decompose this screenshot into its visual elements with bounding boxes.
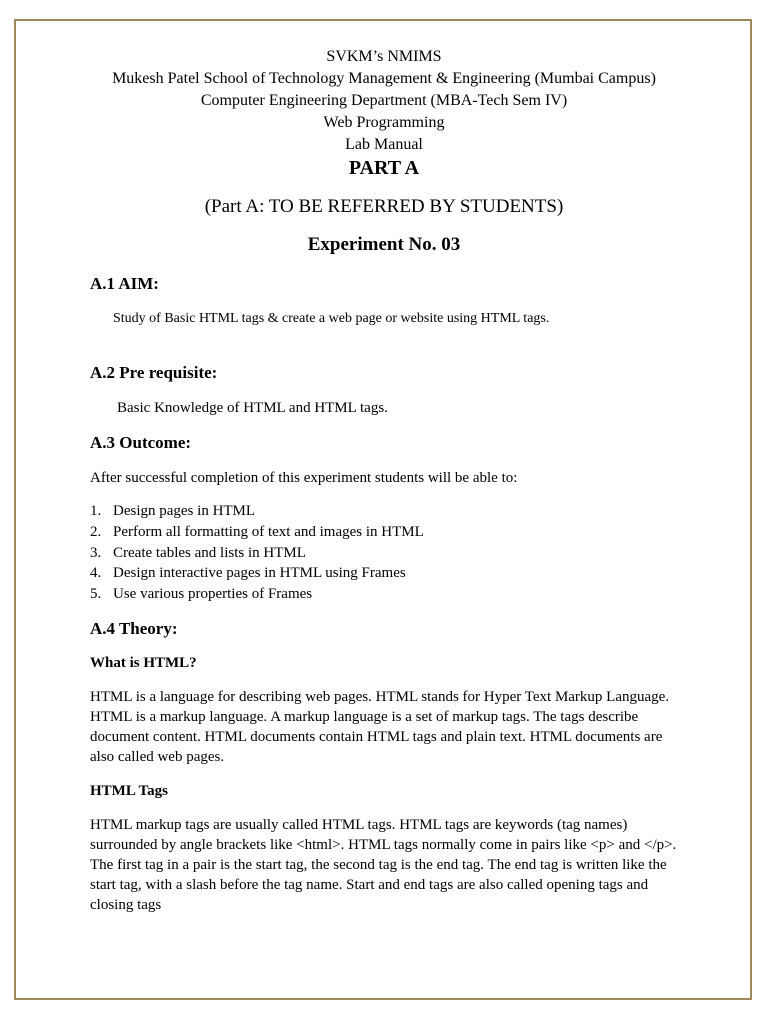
- what-is-html-paragraph: HTML is a language for describing web pages. HTML stands for Hyper Text Markup Language. HTML is a markup language. A markup language is a set of markup tags. The tags describe document content. HTML documents contain HTML tags and plain text. HTML documents are also called web pages.: [90, 689, 670, 765]
- outcome-list: [90, 501, 424, 605]
- part-subtitle: (Part A: TO BE REFERRED BY STUDENTS): [204, 196, 564, 217]
- list-item: 2. Perform all formatting of text and images in HTML: [90, 523, 424, 540]
- outcome-intro: After successful completion of this experiment students will be able to:: [90, 470, 518, 486]
- theory-heading: A.4 Theory:: [90, 619, 178, 638]
- aim-heading: A.1 AIM:: [90, 274, 159, 293]
- course-name: Web Programming: [323, 114, 445, 131]
- aim-text: Study of Basic HTML tags & create a web page or website using HTML tags.: [113, 311, 550, 326]
- experiment-title: Experiment No. 03: [307, 234, 461, 255]
- list-item: 4. Design interactive pages in HTML using Frames: [90, 565, 406, 582]
- list-item: 1. Design pages in HTML: [90, 503, 256, 519]
- document-type: Lab Manual: [345, 136, 423, 153]
- list-item: 5. Use various properties of Frames: [90, 586, 313, 603]
- institution-name: SVKM’s NMIMS: [326, 48, 442, 65]
- part-title: PART A: [348, 157, 420, 179]
- prerequisite-text: Basic Knowledge of HTML and HTML tags.: [117, 400, 388, 416]
- html-tags-paragraph: HTML markup tags are usually called HTML tags. HTML tags are keywords (tag names) surrounded by angle brackets like <html>. HTML tags normally come in pairs like <p> and </p>. The first tag in a pair is the start tag, the second tag is the end tag. The end tag is written like the start tag, with a slash before the tag name. Start and end tags are also called opening tags and closing tags: [90, 817, 677, 913]
- outcome-heading: A.3 Outcome:: [90, 433, 192, 452]
- prerequisite-heading: A.2 Pre requisite:: [90, 363, 218, 382]
- department-name: Computer Engineering Department (MBA-Tech Sem IV): [200, 92, 568, 109]
- school-name: Mukesh Patel School of Technology Management & Engineering (Mumbai Campus): [112, 70, 656, 87]
- html-tags-heading: HTML Tags: [90, 783, 168, 799]
- list-item: 3. Create tables and lists in HTML: [90, 544, 306, 561]
- what-is-html-heading: What is HTML?: [90, 655, 197, 671]
